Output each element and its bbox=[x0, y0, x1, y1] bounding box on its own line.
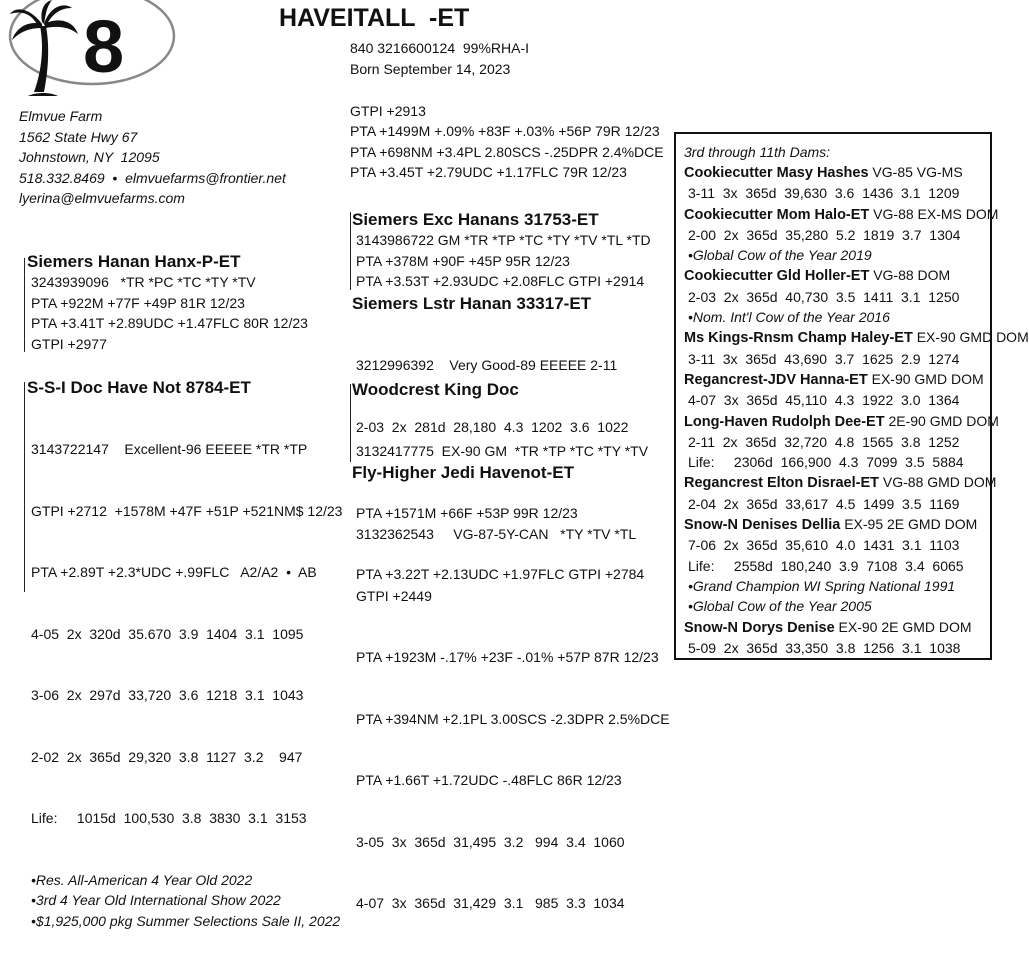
extended-dam-name: Regancrest-JDV Hanna-ET bbox=[684, 371, 868, 388]
dams-dam-line: PTA +394NM +2.1PL 3.00SCS -2.3DPR 2.5%DCE bbox=[356, 710, 670, 727]
dam-name: S-S-I Doc Have Not 8784-ET bbox=[27, 378, 251, 397]
extended-dam-name: Ms Kings-Rnsm Champ Haley-ET bbox=[684, 330, 913, 347]
dams-dam-line: GTPI +2449 bbox=[356, 587, 432, 604]
animal-pta-line: PTA +698NM +3.4PL 2.80SCS -.25DPR 2.4%DCE bbox=[350, 143, 664, 160]
extended-dam-record: 4-07 3x 365d 45,110 4.3 1922 3.0 1364 bbox=[688, 392, 960, 409]
extended-dam-record: 3-11 3x 365d 39,630 3.6 1436 3.1 1209 bbox=[688, 185, 960, 202]
extended-dam-header bbox=[684, 411, 1029, 432]
sire-line: GTPI +2977 bbox=[31, 335, 107, 352]
sires-dam-record: 2-03 2x 281d 28,180 4.3 1202 3.6 1022 bbox=[356, 418, 629, 435]
extended-dam-classification: VG-88 DOM bbox=[869, 267, 951, 284]
dams-sire-name: Woodcrest King Doc bbox=[352, 380, 519, 399]
extended-dam-record: Life: 2306d 166,900 4.3 7099 3.5 5884 bbox=[688, 454, 964, 471]
extended-dam-record: 2-11 2x 365d 32,720 4.8 1565 3.8 1252 bbox=[688, 433, 960, 450]
extended-dam-name: Snow-N Dorys Denise bbox=[684, 619, 835, 636]
extended-dam-entry bbox=[684, 204, 1029, 266]
consignor-line: lyerina@elmvuefarms.com bbox=[19, 190, 185, 206]
dams-sire-line: PTA +3.22T +2.13UDC +1.97FLC GTPI +2784 bbox=[356, 566, 645, 582]
consignor-line: 518.332.8469 • elmvuefarms@frontier.net bbox=[19, 169, 286, 186]
extended-dam-header bbox=[684, 472, 1029, 493]
sires-sire-line: PTA +378M +90F +45P 95R 12/23 bbox=[356, 252, 570, 269]
extended-dam-name: Cookiecutter Gld Holler-ET bbox=[684, 268, 870, 285]
sire-name: Siemers Hanan Hanx-P-ET bbox=[27, 252, 241, 271]
extended-dam-note: •Nom. Int'l Cow of the Year 2016 bbox=[688, 309, 890, 326]
extended-dam-header bbox=[684, 514, 1029, 535]
extended-dam-note: •Grand Champion WI Spring National 1991 bbox=[688, 577, 956, 594]
dam-note: •3rd 4 Year Old International Show 2022 bbox=[31, 892, 281, 908]
extended-dam-classification: EX-95 2E GMD DOM bbox=[840, 516, 978, 533]
consignor-info bbox=[19, 106, 286, 209]
dams-dam-block bbox=[352, 463, 670, 955]
extended-dam-record: 5-09 2x 365d 33,350 3.8 1256 3.1 1038 bbox=[688, 639, 961, 656]
consignor-line: 1562 State Hwy 67 bbox=[19, 128, 138, 145]
consignor-line: Elmvue Farm bbox=[19, 108, 103, 124]
extended-dam-entry bbox=[684, 472, 1029, 514]
extended-dam-classification: VG-88 EX-MS DOM bbox=[869, 205, 999, 222]
extended-dam-classification: VG-88 GMD DOM bbox=[879, 474, 997, 491]
dam-note: •Res. All-American 4 Year Old 2022 bbox=[31, 871, 253, 888]
sires-sire-name: Siemers Exc Hanans 31753-ET bbox=[352, 210, 599, 229]
extended-dam-header bbox=[684, 369, 1029, 390]
extended-dam-name: Snow-N Denises Dellia bbox=[684, 517, 841, 534]
dam-record: Life: 1015d 100,530 3.8 3830 3.1 3153 bbox=[31, 810, 307, 826]
extended-dam-header bbox=[684, 162, 1029, 183]
sire-line: PTA +922M +77F +49P 81R 12/23 bbox=[31, 294, 245, 311]
dams-dam-line: PTA +1.66T +1.72UDC -.48FLC 86R 12/23 bbox=[356, 772, 622, 788]
extended-dam-header bbox=[684, 617, 1029, 638]
animal-pta bbox=[350, 121, 664, 183]
dam-note: •$1,925,000 pkg Summer Selections Sale II, 2022 bbox=[31, 912, 341, 929]
extended-dam-classification: 2E-90 GMD DOM bbox=[884, 412, 999, 429]
extended-dam-note: •Global Cow of the Year 2005 bbox=[688, 598, 872, 615]
extended-dam-classification: EX-90 GMD DOM bbox=[912, 329, 1029, 346]
dams-dam-name: Fly-Higher Jedi Havenot-ET bbox=[352, 463, 574, 482]
extended-dam-header bbox=[684, 327, 1029, 348]
extended-dam-record: 7-06 2x 365d 35,610 4.0 1431 3.1 1103 bbox=[688, 537, 960, 554]
extended-dam-header bbox=[684, 204, 1029, 225]
sires-sire-line: 3143986722 GM *TR *TP *TC *TY *TV *TL *TD bbox=[356, 232, 651, 248]
lot-number: 8 bbox=[83, 5, 125, 88]
extended-dam-entry bbox=[684, 514, 1029, 616]
extended-dam-entry bbox=[684, 369, 1029, 411]
sire-block bbox=[27, 252, 308, 354]
dam-record: 3-06 2x 297d 33,720 3.6 1218 3.1 1043 bbox=[31, 687, 304, 703]
extended-dam-record: Life: 2558d 180,240 3.9 7108 3.4 6065 bbox=[688, 557, 964, 574]
dam-line: PTA +2.89T +2.3*UDC +.99FLC A2/A2 • AB bbox=[31, 564, 317, 580]
dam-record: 4-05 2x 320d 35.670 3.9 1404 3.1 1095 bbox=[31, 625, 304, 642]
extended-dam-classification: EX-90 GMD DOM bbox=[867, 370, 984, 387]
extended-dam-entry bbox=[684, 162, 1029, 204]
dams-sire-line: 3132417775 EX-90 GM *TR *TP *TC *TY *TV bbox=[356, 443, 649, 459]
dams-box-heading: 3rd through 11th Dams: bbox=[684, 144, 831, 160]
animal-pta-line: PTA +3.45T +2.79UDC +1.17FLC 79R 12/23 bbox=[350, 164, 627, 180]
extended-dam-classification: VG-85 VG-MS bbox=[868, 164, 963, 180]
sire-line: 3243939096 *TR *PC *TC *TY *TV bbox=[31, 274, 256, 290]
dams-dam-line: PTA +1923M -.17% +23F -.01% +57P 87R 12/23 bbox=[356, 649, 659, 665]
animal-born: Born September 14, 2023 bbox=[350, 61, 511, 77]
extended-dam-record: 3-11 3x 365d 43,690 3.7 1625 2.9 1274 bbox=[688, 350, 960, 367]
extended-dam-entry bbox=[684, 265, 1029, 327]
consignor-line: Johnstown, NY 12095 bbox=[19, 149, 160, 165]
extended-dam-note: •Global Cow of the Year 2019 bbox=[688, 247, 872, 264]
extended-dam-name: Regancrest Elton Disrael-ET bbox=[684, 475, 879, 492]
extended-dam-header bbox=[684, 265, 1029, 286]
animal-registration: 840 3216600124 99%RHA-I bbox=[350, 40, 530, 56]
pedigree-connector bbox=[24, 382, 25, 592]
extended-dam-name: Long-Haven Rudolph Dee-ET bbox=[684, 413, 885, 430]
dams-dam-line: 3132362543 VG-87-5Y-CAN *TY *TV *TL bbox=[356, 526, 637, 542]
sires-dam-line: 3212996392 Very Good-89 EEEEE 2-11 bbox=[356, 357, 618, 373]
animal-pta-line: PTA +1499M +.09% +83F +.03% +56P 79R 12/23 bbox=[350, 123, 660, 139]
pedigree-connector bbox=[24, 258, 25, 352]
sire-line: PTA +3.41T +2.89UDC +1.47FLC 80R 12/23 bbox=[31, 315, 308, 331]
extended-dam-record: 2-03 2x 365d 40,730 3.5 1411 3.1 1250 bbox=[688, 288, 960, 305]
extended-dams-box bbox=[674, 132, 1029, 660]
extended-dam-record: 2-04 2x 365d 33,617 4.5 1499 3.5 1169 bbox=[688, 495, 960, 512]
sires-sire-line: PTA +3.53T +2.93UDC +2.08FLC GTPI +2914 bbox=[356, 273, 645, 289]
extended-dam-classification: EX-90 2E GMD DOM bbox=[834, 618, 972, 635]
sires-dam-name: Siemers Lstr Hanan 33317-ET bbox=[352, 294, 592, 313]
extended-dam-entry bbox=[684, 617, 1029, 659]
dams-dam-record: 4-07 3x 365d 31,429 3.1 985 3.3 1034 bbox=[356, 895, 625, 911]
animal-name: HAVEITALL -ET bbox=[279, 4, 470, 32]
extended-dam-record: 2-00 2x 365d 35,280 5.2 1819 3.7 1304 bbox=[688, 226, 961, 243]
dam-block bbox=[27, 378, 342, 931]
dams-sire-line: PTA +1571M +66F +53P 99R 12/23 bbox=[356, 504, 578, 521]
dam-line: GTPI +2712 +1578M +47F +51P +521NM$ 12/23 bbox=[31, 502, 343, 519]
extended-dam-name: Cookiecutter Mom Halo-ET bbox=[684, 206, 870, 223]
extended-dam-entry bbox=[684, 327, 1029, 369]
dam-record: 2-02 2x 365d 29,320 3.8 1127 3.2 947 bbox=[31, 748, 303, 765]
sires-sire-block bbox=[352, 210, 651, 292]
pedigree-connector bbox=[350, 212, 351, 290]
extended-dam-entry bbox=[684, 411, 1029, 473]
animal-gtpi: GTPI +2913 bbox=[350, 103, 426, 119]
dams-dam-record: 3-05 3x 365d 31,495 3.2 994 3.4 1060 bbox=[356, 833, 625, 850]
extended-dam-name: Cookiecutter Masy Hashes bbox=[684, 165, 869, 181]
dam-line: 3143722147 Excellent-96 EEEEE *TR *TP bbox=[31, 441, 308, 457]
pedigree-connector bbox=[350, 384, 351, 462]
